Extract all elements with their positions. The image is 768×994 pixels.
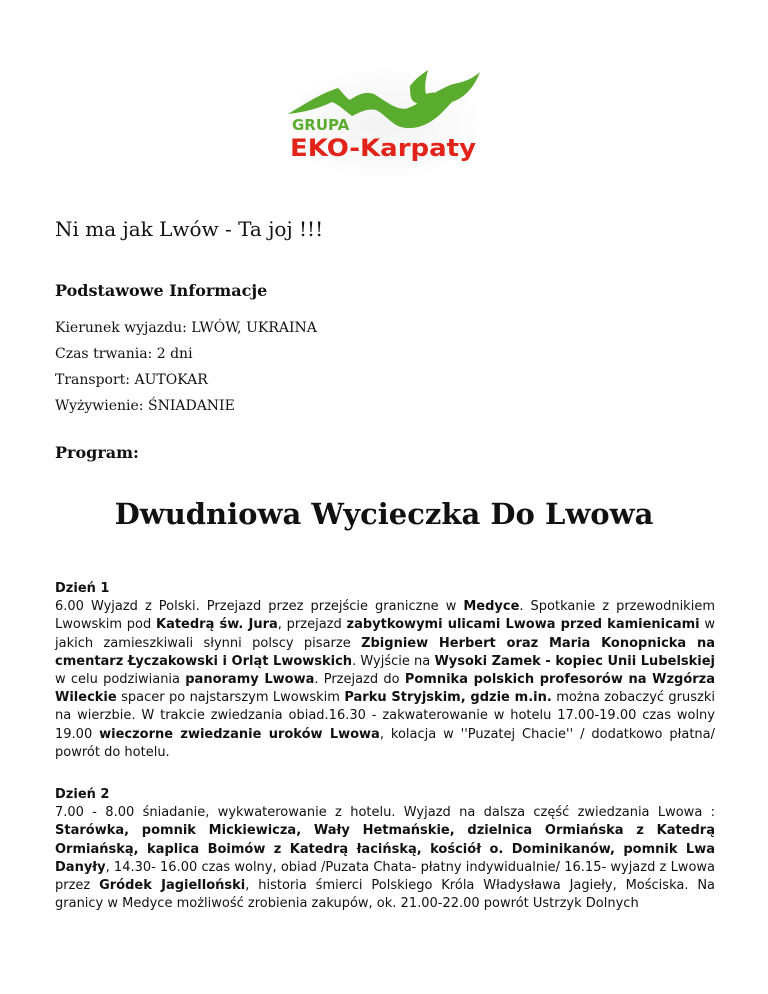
highlight-text: Zbigniew Herbert oraz Maria Konopnicka na cmentarz Łyczakowski i Orląt Lwowskich xyxy=(55,635,715,669)
info-transport-value: AUTOKAR xyxy=(134,372,208,388)
body-text: 7.00 - 8.00 śniadanie, wykwaterowanie z hotelu. Wyjazd na dalsza część zwiedzania Lwowa : xyxy=(55,805,715,821)
document-title: Ni ma jak Lwów - Ta joj !!! xyxy=(55,217,324,241)
logo-graphic xyxy=(280,64,486,182)
body-text: . Przejazd do xyxy=(314,672,405,688)
day-1-text xyxy=(55,599,715,760)
info-direction xyxy=(55,320,317,336)
body-text: w jakich zamieszkiwali słynni polscy pisarze xyxy=(55,617,715,651)
body-text: . Wyjście na xyxy=(352,653,435,669)
highlight-text: wieczorne zwiedzanie uroków Lwowa xyxy=(99,726,380,742)
info-direction-label: Kierunek wyjazdu: xyxy=(55,320,187,336)
day-1-label: Dzień 1 xyxy=(55,581,110,596)
info-duration-value: 2 dni xyxy=(156,346,193,362)
body-text: w celu podziwiania xyxy=(55,672,186,688)
info-transport xyxy=(55,372,208,388)
body-text: 6.00 Wyjazd z Polski. Przejazd przez przejście graniczne w xyxy=(55,599,464,615)
body-text: . Spotkanie z przewodnikiem Lwowskim pod xyxy=(55,599,715,633)
info-heading: Podstawowe Informacje xyxy=(55,281,268,300)
highlight-text: Wysoki Zamek - kopiec Unii Lubelskiej xyxy=(434,653,716,669)
day-1 xyxy=(55,580,715,762)
info-transport-label: Transport: xyxy=(55,372,131,388)
highlight-text: zabytkowymi ulicami Lwowa przed kamienicami xyxy=(346,617,700,633)
day-2-label: Dzień 2 xyxy=(55,787,110,802)
highlight-text: Starówka, pomnik Mickiewicza, Wały Hetmańskie, dzielnica Ormiańska z Katedrą Ormiańską, kaplica Boimów z Katedrą łacińską, kościół o. Dominikanów, pomnik Lwa Danyły xyxy=(55,823,715,875)
main-title: Dwudniowa Wycieczka Do Lwowa xyxy=(114,497,654,531)
body-text: można zobaczyć gruszki na wierzbie. W trakcie zwiedzania obiad.16.30 - zakwaterowanie w hotelu 17.00-19.00 czas wolny 19.00 xyxy=(55,690,715,742)
info-direction-value: LWÓW, UKRAINA xyxy=(191,320,317,336)
info-duration xyxy=(55,346,193,362)
logo-line1: GRUPA xyxy=(292,116,350,134)
day-2-text xyxy=(55,805,715,911)
company-logo xyxy=(280,64,486,182)
info-duration-label: Czas trwania: xyxy=(55,346,153,362)
highlight-text: panoramy Lwowa xyxy=(185,672,315,688)
highlight-text: Katedrą św. Jura xyxy=(156,617,278,633)
day-2 xyxy=(55,786,715,913)
program-heading: Program: xyxy=(55,443,139,462)
info-meals-value: ŚNIADANIE xyxy=(147,398,235,414)
body-text: , historia śmierci Polskiego Króla Władysława Jagieły, Mościska. Na granicy w Medyce możliwość zrobienia zakupów, ok. 21.00-22.00 powrót Ustrzyk Dolnych xyxy=(55,878,716,912)
body-text: , 14.30- 16.00 czas wolny, obiad /Puzata Chata- płatny indywidualnie/ 16.15- wyjazd z Lwowa przez xyxy=(55,859,715,894)
body-text: spacer po najstarszym Lwowskim xyxy=(116,690,345,706)
body-text: , przejazd xyxy=(277,617,347,633)
info-meals xyxy=(55,398,235,414)
logo-line2: EKO-Karpaty xyxy=(290,134,477,162)
body-text: , kolacja w ''Puzatej Chacie'' / dodatkowo płatna/ powrót do hotelu. xyxy=(55,726,715,760)
highlight-text: Gródek Jagielloński xyxy=(99,878,246,894)
highlight-text: Pomnika polskich profesorów na Wzgórza Wileckie xyxy=(55,672,716,706)
info-meals-label: Wyżywienie: xyxy=(55,398,144,414)
highlight-text: Parku Stryjskim, gdzie m.in. xyxy=(344,690,552,706)
highlight-text: Medyce xyxy=(463,599,520,615)
